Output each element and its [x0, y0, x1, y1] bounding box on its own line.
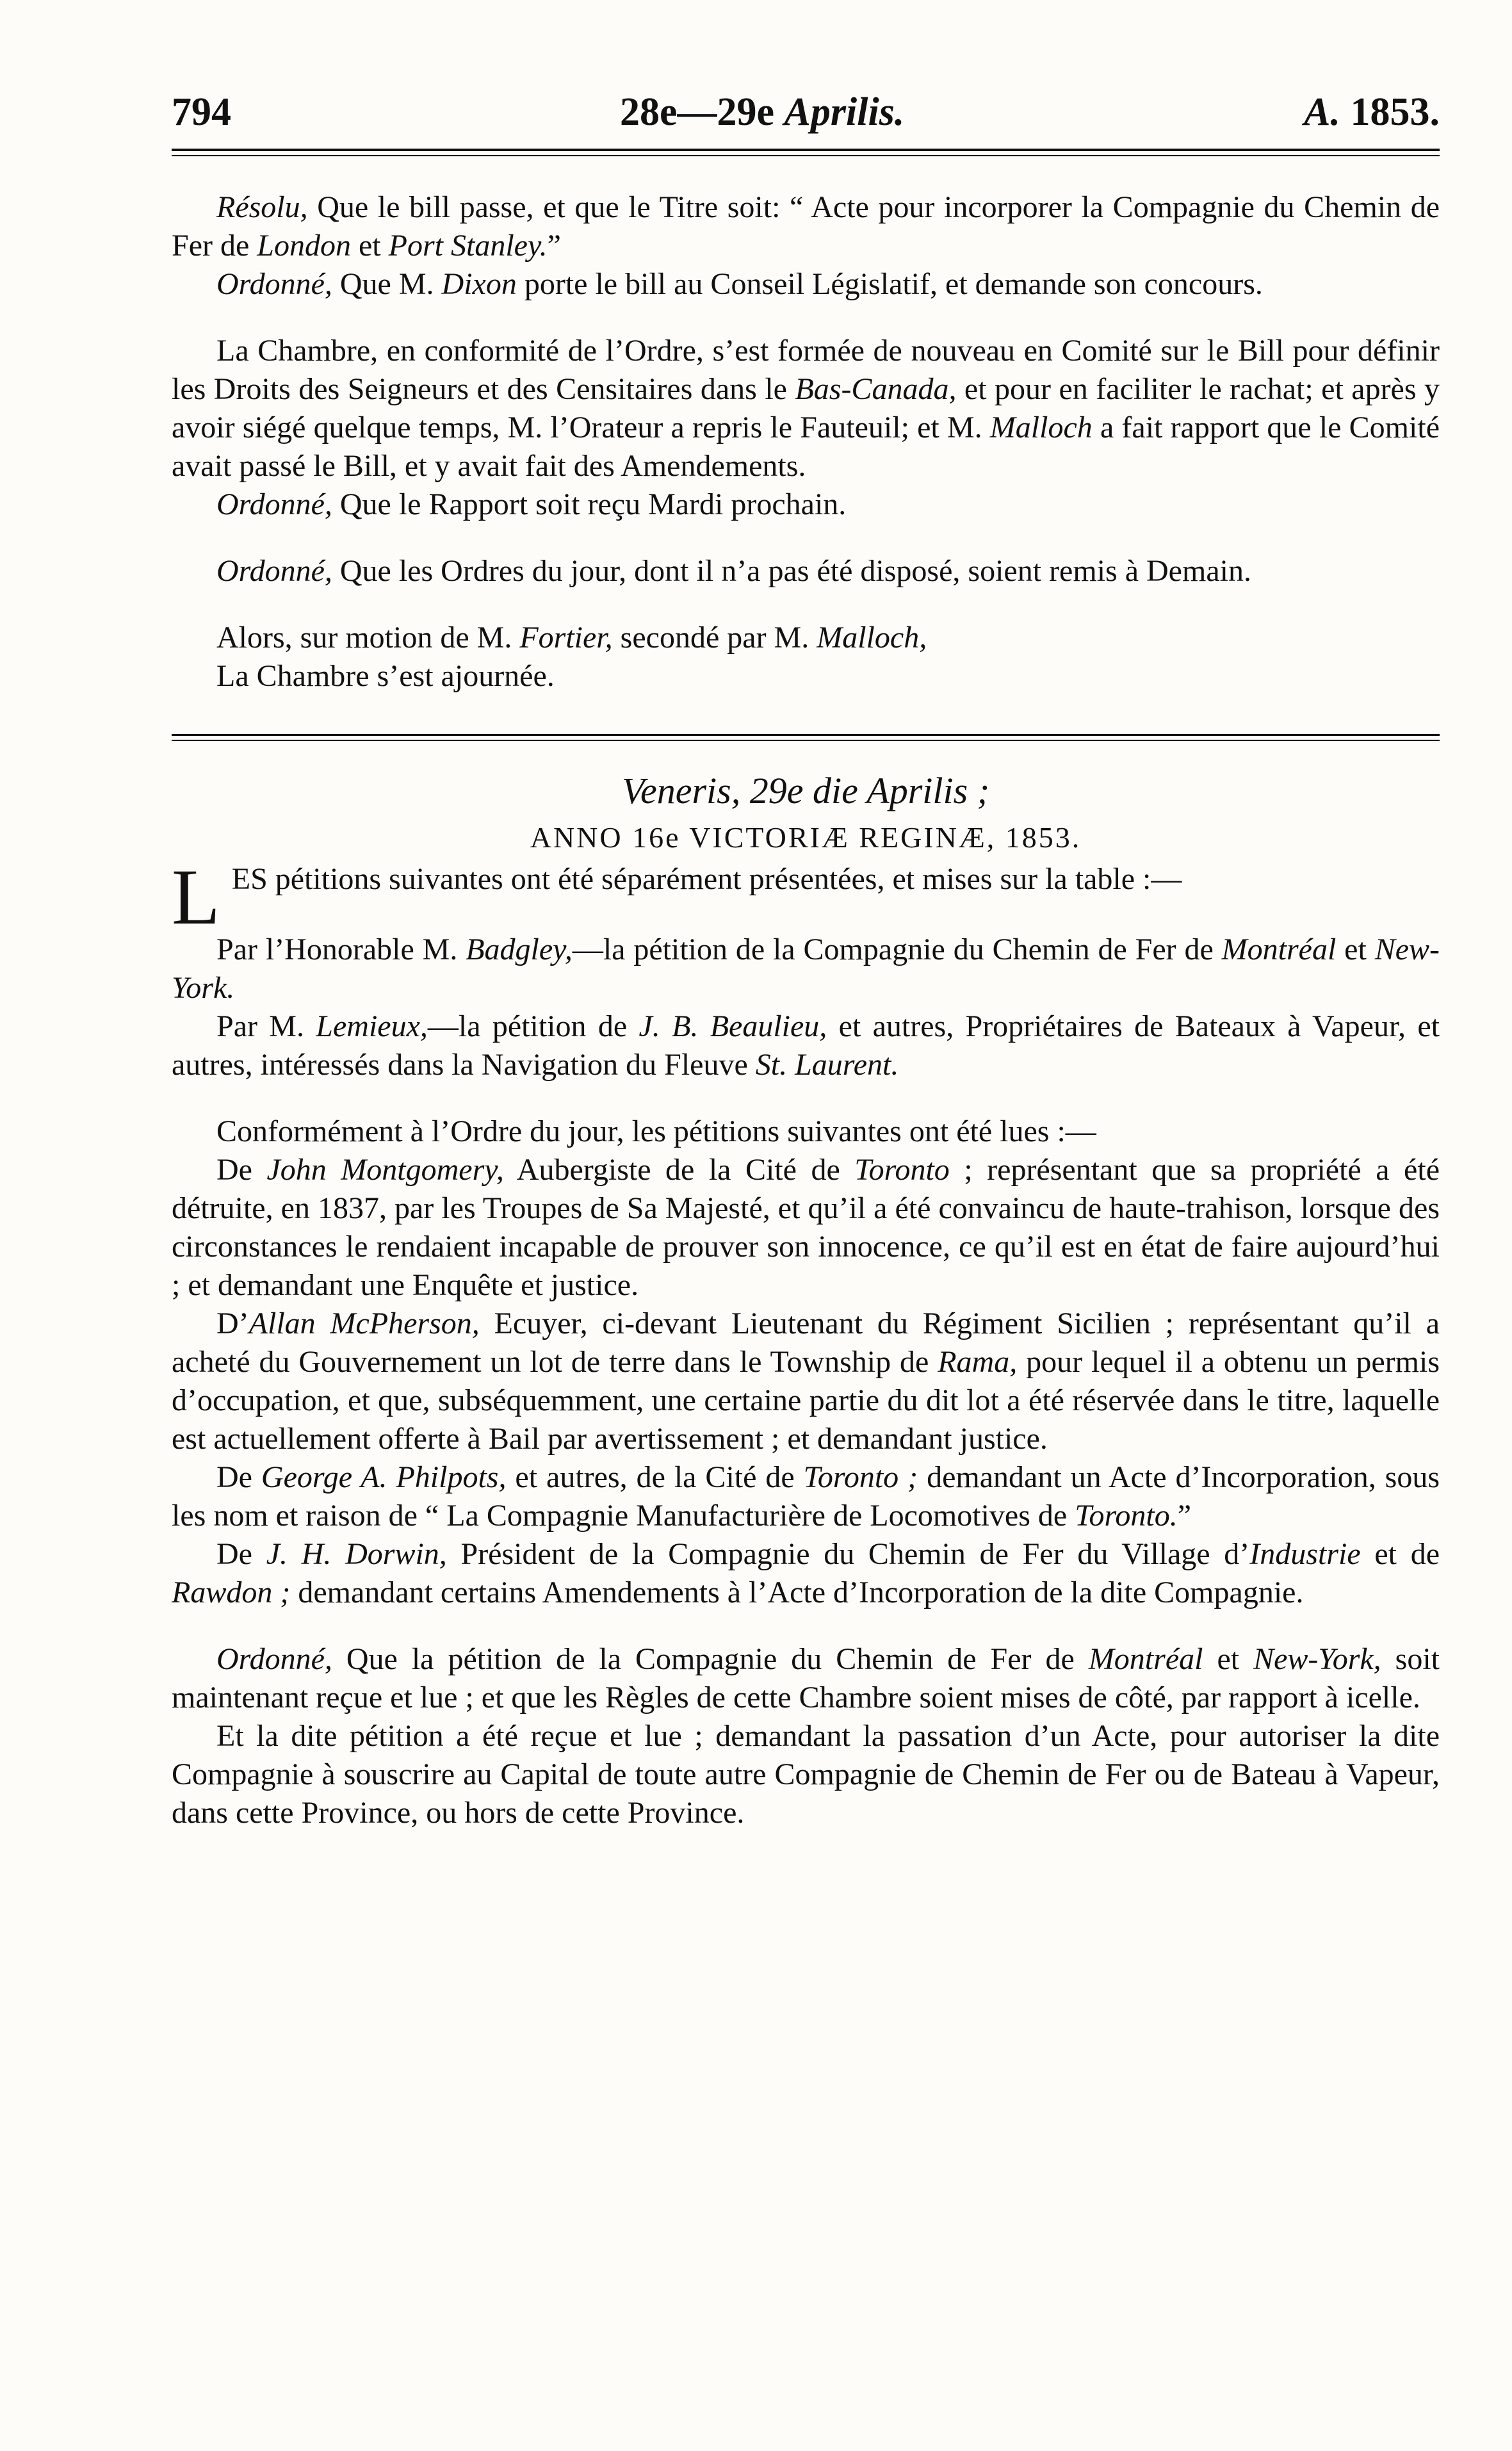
header-rule: [172, 149, 1440, 156]
page-number: 794: [172, 90, 231, 134]
paragraph-ordonne-petition: Ordonné, Que la pétition de la Compagnie du Chemin de Fer de Montréal et New-York, soit maintenant reçue et lue ; et que les Règles de cette Chambre soient mises de côté, par rapport à icelle.: [172, 1642, 1440, 1714]
paragraph-petition-lue: Et la dite pétition a été reçue et lue ; demandant la passation d’un Acte, pour autoriser la dite Compagnie à souscrire au Capital de toute autre Compagnie de Chemin de Fer ou de Bateau à Vapeur, dans cette Province, ou hors de cette Province.: [172, 1719, 1440, 1830]
sitting-heading: Veneris, 29e die Aprilis ;: [621, 770, 990, 811]
paragraph-montgomery: De John Montgomery, Aubergiste de la Cité de Toronto ; représentant que sa propriété a été détruite, en 1837, par les Troupes de Sa Majesté, et qu’il a été convaincu de haute-trahison, lorsque des circonstances le rendaient incapable de prouver son innocence, ce qu’il est en état de faire aujourd’hui ; et demandant une Enquête et justice.: [172, 1153, 1440, 1302]
paragraph-dorwin: De J. H. Dorwin, Président de la Compagnie du Chemin de Fer du Village d’Industrie et de Rawdon ; demandant certains Amendements à l’Acte d’Incorporation de la dite Compagnie.: [172, 1537, 1440, 1609]
paragraph-resolu: Résolu, Que le bill passe, et que le Titre soit: “ Acte pour incorporer la Compagnie du Chemin de Fer de London et Port Stanley.”: [172, 190, 1440, 263]
paragraph-ajournee: La Chambre s’est ajournée.: [216, 659, 555, 693]
paragraph-petitions-lues: Conformément à l’Ordre du jour, les pétitions suivantes ont été lues :—: [216, 1114, 1096, 1148]
paragraph-mcpherson: D’Allan McPherson, Ecuyer, ci-devant Lieutenant du Régiment Sicilien ; représentant qu’il a acheté du Gouvernement un lot de terre dans le Township de Rama, pour lequel il a obtenu un permis d’occupation, et que, subséquemment, une certaine partie du dit lot a été réservée dans le titre, laquelle est actuellement offerte à Bail par avertissement ; et demandant justice.: [172, 1307, 1440, 1456]
paragraph-philpots: De George A. Philpots, et autres, de la Cité de Toronto ; demandant un Acte d’Incorporation, sous les nom et raison de “ La Compagnie Manufacturière de Locomotives de Toronto.”: [172, 1460, 1440, 1533]
paragraph-comite: La Chambre, en conformité de l’Ordre, s’est formée de nouveau en Comité sur le Bill pour définir les Droits des Seigneurs et des Censitaires dans le Bas-Canada, et pour en faciliter le rachat; et après y avoir siégé quelque temps, M. l’Orateur a repris le Fauteuil; et M. Malloch a fait rapport que le Comité avait passé le Bill, et y avait fait des Amendements.: [172, 334, 1440, 483]
paragraph-ordonne-dixon: Ordonné, Que M. Dixon porte le bill au Conseil Législatif, et demande son concours.: [216, 267, 1263, 301]
running-header: [172, 77, 1440, 141]
paragraph-petitions-presentees: LES pétitions suivantes ont été séparément présentées, et mises sur la table :—: [172, 853, 1182, 941]
paragraph-badgley: Par l’Honorable M. Badgley,—la pétition de la Compagnie du Chemin de Fer de Montréal et New-York.: [172, 932, 1440, 1005]
paragraph-lemieux: Par M. Lemieux,—la pétition de J. B. Beaulieu, et autres, Propriétaires de Bateaux à Vapeur, et autres, intéressés dans la Navigation du Fleuve St. Laurent.: [172, 1009, 1440, 1082]
section-rule: [172, 734, 1440, 741]
drop-cap: L: [172, 853, 220, 941]
paragraph-ordonne-ordres: Ordonné, Que les Ordres du jour, dont il n’a pas été disposé, soient remis à Demain.: [216, 554, 1251, 588]
header-date: 28e—29e Aprilis.: [620, 90, 905, 134]
paragraph-motion: Alors, sur motion de M. Fortier, secondé par M. Malloch,: [216, 621, 927, 655]
header-year: A. 1853.: [1304, 90, 1440, 134]
anno-heading: ANNO 16e VICTORIÆ REGINÆ, 1853.: [530, 821, 1082, 854]
paragraph-ordonne-rapport: Ordonné, Que le Rapport soit reçu Mardi prochain.: [216, 487, 847, 521]
document-page: [172, 77, 1440, 1832]
